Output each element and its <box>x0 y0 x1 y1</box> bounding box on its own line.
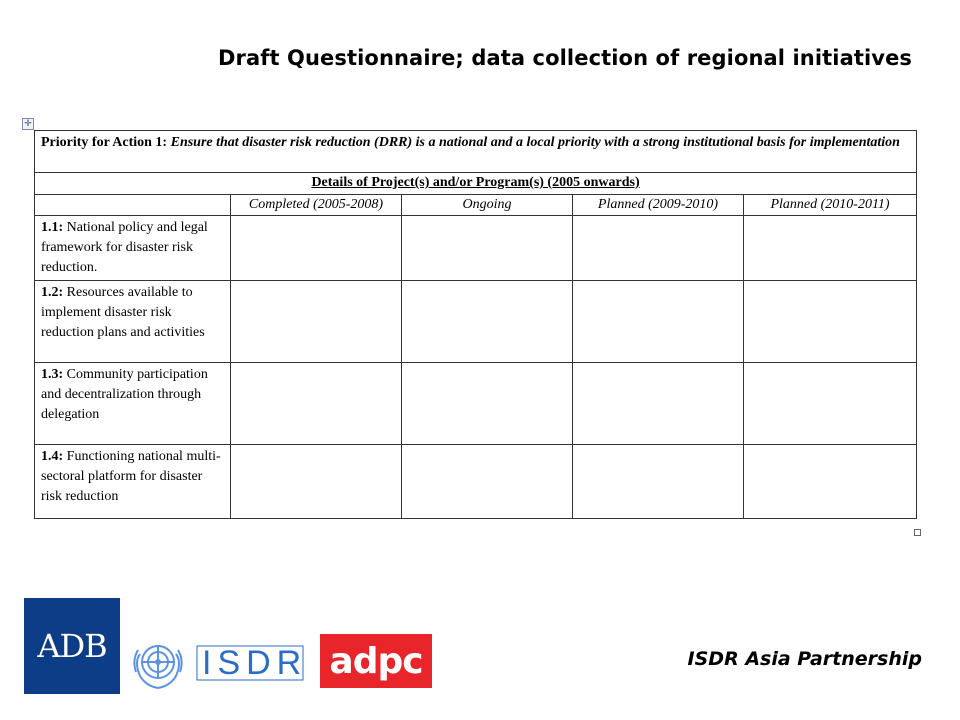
priority-cell[interactable] <box>35 131 917 173</box>
row-label[interactable] <box>35 363 231 445</box>
row-text: Resources available to implement disaster risk reduction plans and activities <box>41 285 205 340</box>
column-header[interactable]: Planned (2009-2010) <box>573 195 744 216</box>
column-header[interactable]: Ongoing <box>402 195 573 216</box>
priority-label: Priority for Action 1: <box>41 135 168 150</box>
column-header[interactable]: Planned (2010-2011) <box>744 195 917 216</box>
row-label[interactable] <box>35 445 231 519</box>
isdr-logo-text: ISDR <box>202 644 308 682</box>
table-cell[interactable] <box>744 445 917 519</box>
table-cell[interactable] <box>744 216 917 281</box>
row-label[interactable] <box>35 216 231 281</box>
questionnaire-table <box>34 130 917 519</box>
row-code: 1.4: <box>41 449 64 464</box>
table-cell[interactable] <box>402 281 573 363</box>
table-cell[interactable] <box>573 216 744 281</box>
isdr-logo <box>196 643 308 683</box>
table-cell[interactable] <box>231 216 402 281</box>
table-cell[interactable] <box>231 445 402 519</box>
table-cell[interactable] <box>402 363 573 445</box>
table-row <box>35 281 917 363</box>
table-cell[interactable] <box>231 281 402 363</box>
priority-text: Ensure that disaster risk reduction (DRR) is a national and a local priority with a strong institutional basis for implementation <box>170 135 900 150</box>
row-code: 1.2: <box>41 285 64 300</box>
table-cell[interactable] <box>231 363 402 445</box>
row-text: National policy and legal framework for disaster risk reduction. <box>41 220 208 275</box>
table-cell[interactable] <box>573 363 744 445</box>
row-text: Functioning national multi-sectoral platform for disaster risk reduction <box>41 449 221 504</box>
table-row <box>35 445 917 519</box>
table-resize-handle[interactable] <box>914 529 921 536</box>
table-cell[interactable] <box>573 445 744 519</box>
row-text: Community participation and decentralization through delegation <box>41 367 208 422</box>
slide-title: Draft Questionnaire; data collection of regional initiatives <box>218 46 913 70</box>
column-header[interactable]: Completed (2005-2008) <box>231 195 402 216</box>
un-emblem-icon <box>128 632 188 692</box>
table-cell[interactable] <box>744 363 917 445</box>
table-cell[interactable] <box>402 445 573 519</box>
table-move-handle-icon[interactable]: ✛ <box>22 118 34 130</box>
details-heading[interactable]: Details of Project(s) and/or Program(s) (2005 onwards) <box>35 173 917 195</box>
row-code: 1.3: <box>41 367 64 382</box>
adpc-logo: adpc <box>320 634 432 688</box>
adb-logo: ADB <box>24 598 120 694</box>
table-row <box>35 363 917 445</box>
row-label[interactable] <box>35 281 231 363</box>
table-cell[interactable] <box>744 281 917 363</box>
table-cell[interactable] <box>402 216 573 281</box>
row-code: 1.1: <box>41 220 64 235</box>
footer-partnership-text: ISDR Asia Partnership <box>687 648 922 670</box>
table-cell[interactable] <box>573 281 744 363</box>
empty-header-cell[interactable] <box>35 195 231 216</box>
table-row <box>35 216 917 281</box>
